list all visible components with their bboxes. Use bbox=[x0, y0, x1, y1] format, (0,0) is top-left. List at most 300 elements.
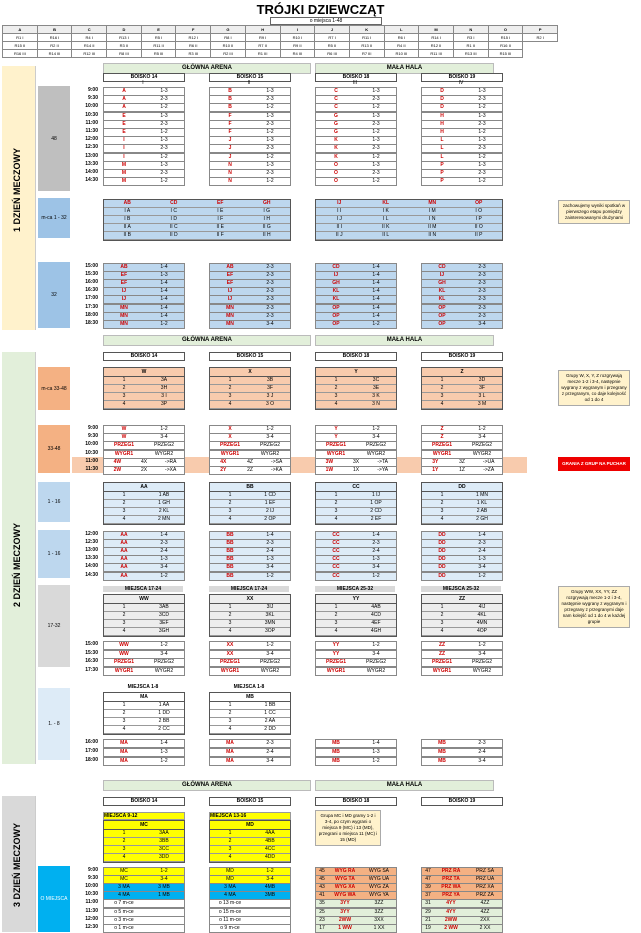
match-part: F bbox=[228, 120, 232, 127]
match-part: OP bbox=[438, 320, 446, 327]
arena-small-label: MAŁA HALA bbox=[315, 780, 494, 791]
match-part: PRZEG1 bbox=[431, 659, 452, 665]
arena-small-label: MAŁA HALA bbox=[315, 335, 494, 346]
match-time: 9:30 bbox=[87, 875, 98, 882]
group-cell: 3DD bbox=[158, 854, 169, 860]
col-group-label: IV bbox=[458, 80, 464, 86]
seed-cell: R16 III bbox=[3, 50, 38, 58]
group-row bbox=[316, 216, 502, 224]
group-cell: 3F bbox=[479, 385, 485, 391]
seed-cell: R8 I bbox=[211, 34, 246, 42]
seed-cell: R4 III bbox=[280, 50, 315, 58]
match-part: WYGR2 bbox=[260, 667, 280, 674]
group-cell: II O bbox=[474, 224, 483, 230]
section-label: 1 - 16 bbox=[38, 482, 70, 522]
match-part: 2-3 bbox=[266, 296, 274, 303]
match-part: ->RA bbox=[164, 458, 177, 465]
place-header: MIEJSCA 17-24 bbox=[209, 586, 289, 592]
arena-small-label: MAŁA HALA bbox=[315, 63, 494, 74]
group-row bbox=[210, 604, 290, 612]
group-cell: 3 bbox=[334, 393, 338, 399]
court-header: BOISKO 14 bbox=[103, 352, 185, 361]
seed-cell: R9 I bbox=[245, 34, 280, 42]
match-part: 39 bbox=[425, 884, 431, 891]
match-time: 10:00 bbox=[85, 883, 98, 890]
group-cell: 3 bbox=[122, 718, 126, 724]
day1-label: 1 DZIEŃ MECZOWY bbox=[12, 148, 22, 233]
match-part: IJ bbox=[333, 272, 339, 279]
section-label: O MIEJSCA bbox=[38, 866, 70, 932]
group-cell: 4 bbox=[334, 516, 338, 522]
match-part: W bbox=[121, 426, 127, 432]
seed-cell: R5 III bbox=[141, 50, 176, 58]
court-header: BOISKO 18 bbox=[315, 352, 397, 361]
group-name: ZZ bbox=[422, 595, 502, 604]
match-part: DD bbox=[438, 540, 446, 547]
match-part: 3-4 bbox=[160, 876, 168, 883]
match-part: 3-4 bbox=[478, 434, 486, 441]
match-time: 9:00 bbox=[87, 867, 98, 873]
seed-cell: R13 II bbox=[349, 42, 384, 50]
match-part: 2-3 bbox=[266, 120, 274, 127]
group-cell: 3C bbox=[372, 377, 380, 383]
col-group-label: II bbox=[247, 80, 251, 86]
group-row bbox=[104, 377, 184, 385]
match-part: PRZ SA bbox=[475, 868, 495, 874]
match-part: PRZEG2 bbox=[153, 442, 174, 449]
match-part: 2-3 bbox=[478, 264, 486, 270]
match-part: 1-2 bbox=[160, 320, 168, 327]
group-row bbox=[316, 604, 396, 612]
note-box: Grupy WW, XX, YY, ZZ rozgrywają mecze 1-2 i 3-4, następnie wygrany z wygranym i przegrany z przegranymi daje nam kolejść od 1 do 4 w każdej grupie bbox=[558, 586, 630, 628]
match-part: 1-2 bbox=[160, 572, 168, 579]
match-time: 11:00 bbox=[85, 457, 98, 464]
match-part: K bbox=[334, 145, 338, 152]
match-part: WYGR1 bbox=[432, 667, 452, 674]
seed-cell: R15 II bbox=[3, 42, 38, 50]
match-part: PRZEG1 bbox=[431, 442, 452, 449]
match-part: WW bbox=[119, 642, 129, 648]
group-row bbox=[316, 620, 396, 628]
group-cell: 4 bbox=[228, 726, 232, 732]
match-part: WYGR1 bbox=[326, 450, 346, 457]
match-part: 1-4 bbox=[372, 740, 380, 746]
day3-label: 3 DZIEŃ MECZOWY bbox=[12, 823, 22, 908]
match-part: 1-3 bbox=[160, 161, 168, 168]
match-cell bbox=[421, 748, 503, 757]
match-part: Z bbox=[440, 426, 444, 432]
group-name: CC bbox=[316, 483, 396, 492]
match-part: WYGR1 bbox=[220, 667, 240, 674]
match-part: 1-3 bbox=[266, 137, 274, 144]
match-part: 1-3 bbox=[160, 272, 168, 279]
match-part: YY bbox=[332, 650, 340, 657]
seed-header: N bbox=[453, 26, 488, 34]
match-part: N bbox=[228, 161, 232, 168]
match-part: MA bbox=[120, 749, 128, 755]
group-name: EF bbox=[217, 200, 224, 206]
group-row bbox=[316, 393, 396, 401]
group-cell: 2 bbox=[122, 385, 126, 391]
group-cell: I B bbox=[124, 216, 131, 222]
match-part: 2-3 bbox=[160, 540, 168, 547]
group-cell: 1 bbox=[228, 702, 232, 708]
match-part: PRZEG2 bbox=[259, 659, 280, 665]
match-cell bbox=[421, 667, 503, 676]
group-row bbox=[104, 628, 184, 636]
group-cell: 1 bbox=[122, 830, 126, 836]
match-part: WYG SA bbox=[368, 868, 389, 874]
match-time: 10:30 bbox=[85, 449, 98, 456]
group-cell: I G bbox=[263, 208, 271, 214]
seed-header: P bbox=[523, 26, 558, 34]
section-label: 17-32 bbox=[38, 585, 70, 667]
match-part: 2-3 bbox=[160, 96, 168, 103]
match-part bbox=[250, 917, 290, 924]
group-row bbox=[316, 377, 396, 385]
match-part: 2-3 bbox=[266, 304, 274, 311]
seed-cell: R2 I bbox=[523, 34, 558, 42]
match-part: 2-3 bbox=[478, 296, 486, 303]
match-part: 1-3 bbox=[266, 112, 274, 119]
match-cell bbox=[209, 572, 291, 581]
match-part: A bbox=[122, 96, 126, 103]
match-part: 2-3 bbox=[266, 264, 274, 270]
match-part: MN bbox=[120, 312, 128, 319]
group-row bbox=[422, 612, 502, 620]
match-part: 1-4 bbox=[266, 532, 274, 538]
match-part: 2-3 bbox=[266, 272, 274, 279]
match-part: 3-4 bbox=[478, 650, 486, 657]
match-part: 3Z bbox=[459, 458, 465, 465]
match-part: 2-3 bbox=[478, 540, 486, 547]
match-part: PRZEG1 bbox=[113, 659, 134, 665]
group-cell: 1 bbox=[122, 492, 126, 498]
match-part: PRZEG2 bbox=[471, 442, 492, 449]
group-cell: 4DD bbox=[264, 854, 275, 860]
match-cell bbox=[421, 739, 503, 748]
match-part: YY bbox=[332, 642, 340, 648]
match-part: G bbox=[334, 129, 338, 135]
match-part: 2-3 bbox=[266, 280, 274, 287]
match-time: 11:30 bbox=[85, 907, 98, 914]
group-row bbox=[104, 500, 184, 508]
group-cell: II M bbox=[428, 224, 437, 230]
group-cell: 2 BB bbox=[158, 718, 170, 724]
group-name: MD bbox=[210, 821, 290, 830]
match-part: 1Z bbox=[459, 467, 465, 473]
group-cell: 4 bbox=[334, 401, 338, 407]
match-part: DD bbox=[438, 572, 446, 579]
group-row bbox=[210, 516, 290, 524]
seed-cell: R7 II bbox=[245, 42, 280, 50]
match-part: 2-3 bbox=[266, 740, 274, 746]
match-part: F bbox=[228, 112, 232, 119]
match-part: BB bbox=[226, 556, 234, 563]
match-part: P bbox=[440, 178, 444, 185]
group-cell: 3IJ bbox=[266, 604, 274, 610]
group-cell: I M bbox=[428, 208, 436, 214]
seed-cell: R15 I bbox=[488, 34, 523, 42]
group-box bbox=[103, 594, 185, 637]
group-cell: 3 bbox=[228, 393, 232, 399]
seed-cell: R16 I bbox=[37, 34, 72, 42]
group-cell: 2 CD bbox=[370, 508, 382, 514]
group-row bbox=[422, 508, 502, 516]
group-cell: I L bbox=[382, 216, 389, 222]
group-name: W bbox=[104, 368, 184, 377]
match-part bbox=[250, 925, 290, 932]
group-box bbox=[315, 482, 397, 525]
group-row bbox=[210, 377, 290, 385]
match-cell bbox=[421, 466, 503, 475]
seed-cell: R6 II bbox=[176, 42, 211, 50]
match-part: 1-2 bbox=[372, 572, 380, 579]
match-part: o 5 m-ce bbox=[114, 908, 134, 915]
group-cell: 1 bbox=[122, 377, 126, 383]
match-part: 1-3 bbox=[372, 112, 380, 119]
match-part: 3 MB bbox=[158, 884, 170, 891]
match-part: 2-3 bbox=[478, 120, 486, 127]
match-part: 47 bbox=[425, 868, 431, 874]
seed-header: F bbox=[176, 26, 211, 34]
match-cell bbox=[209, 667, 291, 676]
match-part: 2 XX bbox=[479, 924, 491, 931]
match-part: 1-3 bbox=[160, 749, 168, 755]
match-part: ->XA bbox=[165, 467, 177, 473]
section-label: 1 - 16 bbox=[38, 530, 70, 578]
match-part: 1-3 bbox=[160, 112, 168, 119]
match-part: WYGR1 bbox=[220, 450, 240, 457]
match-cell bbox=[315, 748, 397, 757]
match-cell bbox=[103, 466, 185, 475]
match-part: 1-2 bbox=[160, 426, 168, 432]
match-part: B bbox=[228, 96, 232, 103]
group-name: WW bbox=[104, 595, 184, 604]
match-part: 3YY bbox=[340, 900, 350, 907]
group-row bbox=[210, 854, 290, 862]
group-cell: 2 IJ bbox=[265, 508, 275, 514]
match-part: Y bbox=[334, 426, 338, 432]
group-cell: II A bbox=[123, 224, 131, 230]
match-part: 3 MA bbox=[224, 884, 236, 891]
match-part: AB bbox=[226, 264, 234, 270]
match-part: 1-4 bbox=[160, 264, 168, 270]
match-part: DD bbox=[438, 564, 446, 571]
match-part: MB bbox=[332, 740, 340, 746]
group-cell: 3H bbox=[160, 385, 168, 391]
match-part: 1-2 bbox=[266, 426, 274, 432]
match-part: DD bbox=[438, 548, 446, 555]
match-part: 45 bbox=[319, 876, 325, 883]
seed-cell: R16 II bbox=[488, 42, 523, 50]
court-header: BOISKO 14 bbox=[103, 73, 185, 82]
match-part: 1-2 bbox=[478, 104, 486, 111]
group-cell: 4CC bbox=[264, 846, 275, 852]
match-part: 1-2 bbox=[478, 178, 486, 185]
group-row bbox=[210, 393, 290, 401]
group-row bbox=[316, 612, 396, 620]
group-cell: 2 bbox=[228, 385, 232, 391]
match-part: D bbox=[440, 88, 444, 94]
match-part: MA bbox=[226, 749, 234, 755]
match-part: 1-4 bbox=[372, 312, 380, 319]
match-part: PRZ RA bbox=[441, 868, 461, 874]
match-part: KL bbox=[332, 288, 340, 295]
group-row bbox=[104, 492, 184, 500]
seed-cell: R11 I bbox=[349, 34, 384, 42]
match-part: 1 XX bbox=[373, 924, 385, 931]
seed-cell: R9 II bbox=[280, 42, 315, 50]
group-cell: II I bbox=[336, 224, 343, 230]
group-row bbox=[210, 628, 290, 636]
group-cell: 3 bbox=[440, 620, 444, 626]
group-cell: 2 bbox=[440, 500, 444, 506]
match-part: MN bbox=[226, 312, 234, 319]
seeding-table bbox=[2, 25, 558, 58]
match-part bbox=[250, 909, 290, 916]
group-cell: 1 bbox=[228, 492, 232, 498]
match-part: 1-3 bbox=[160, 88, 168, 94]
group-name: MC bbox=[104, 821, 184, 830]
match-cell bbox=[209, 924, 291, 933]
match-part: MN bbox=[226, 320, 234, 327]
match-part: 3-4 bbox=[372, 650, 380, 657]
group-box bbox=[421, 594, 503, 637]
day2-label: 2 DZIEŃ MECZOWY bbox=[12, 523, 22, 608]
group-row bbox=[210, 726, 290, 734]
court-header: BOISKO 15 bbox=[209, 352, 291, 361]
match-part: 2-4 bbox=[478, 548, 486, 555]
match-part: WYGR2 bbox=[154, 450, 174, 457]
group-cell: 2 bbox=[228, 612, 232, 618]
match-time: 10:00 bbox=[85, 441, 98, 448]
group-cell: I D bbox=[170, 216, 177, 222]
match-part: WYGR1 bbox=[326, 667, 346, 674]
group-row bbox=[210, 508, 290, 516]
group-box bbox=[209, 367, 291, 410]
match-part: 2-3 bbox=[266, 96, 274, 103]
group-name: GH bbox=[263, 200, 271, 206]
match-part: XX bbox=[226, 650, 234, 657]
match-part: N bbox=[228, 178, 232, 185]
match-time: 16:00 bbox=[85, 739, 98, 745]
match-part: AA bbox=[120, 532, 128, 538]
group-cell: I I bbox=[337, 208, 342, 214]
group-cell: 3 bbox=[334, 620, 338, 626]
seed-cell: R11 III bbox=[419, 50, 454, 58]
match-part: KL bbox=[332, 296, 340, 303]
match-part: BB bbox=[226, 572, 234, 579]
group-cell: 1 MN bbox=[476, 492, 488, 498]
group-box bbox=[103, 820, 185, 863]
group-cell: II K bbox=[381, 224, 390, 230]
match-cell bbox=[209, 466, 291, 475]
match-part: AA bbox=[120, 572, 128, 579]
group-block-right bbox=[315, 199, 503, 241]
group-cell: 2 bbox=[228, 500, 232, 506]
match-part: 3YY bbox=[340, 908, 350, 915]
group-row bbox=[210, 702, 290, 710]
match-time: 15:30 bbox=[85, 649, 98, 656]
group-cell: II H bbox=[262, 232, 271, 238]
group-cell: 3 bbox=[228, 846, 232, 852]
match-part: 2-3 bbox=[478, 145, 486, 152]
seed-header: A bbox=[3, 26, 38, 34]
match-part: 1-4 bbox=[372, 264, 380, 270]
section-label: 33-48 bbox=[38, 425, 70, 473]
match-cell bbox=[315, 739, 397, 748]
group-cell: 1 EF bbox=[264, 500, 276, 506]
seed-cell: R12 I bbox=[176, 34, 211, 42]
group-row bbox=[104, 604, 184, 612]
match-part: 2-3 bbox=[478, 312, 486, 319]
group-cell: II F bbox=[216, 232, 224, 238]
match-part: 2-3 bbox=[160, 120, 168, 127]
match-part: 2-3 bbox=[266, 288, 274, 295]
group-row bbox=[422, 385, 502, 393]
match-part: 1-2 bbox=[372, 320, 380, 327]
group-cell: 4 bbox=[334, 628, 338, 634]
match-part: 2WW bbox=[338, 916, 352, 923]
seed-cell: R1 I bbox=[3, 34, 38, 42]
seed-cell: R13 III bbox=[453, 50, 488, 58]
match-part: PRZ TA bbox=[442, 876, 460, 883]
match-time: 12:30 bbox=[85, 144, 98, 151]
match-part: I bbox=[123, 137, 125, 144]
group-row bbox=[104, 846, 184, 854]
match-part: BB bbox=[226, 532, 234, 538]
match-time: 14:00 bbox=[85, 169, 98, 175]
match-part: OP bbox=[438, 304, 446, 311]
match-part: 1-2 bbox=[478, 426, 486, 432]
place-header: MIEJSCA 25-32 bbox=[421, 586, 501, 592]
match-part: 2-3 bbox=[266, 312, 274, 319]
match-part: 1-4 bbox=[372, 280, 380, 287]
match-part: 1-4 bbox=[372, 532, 380, 538]
match-part: PRZ UA bbox=[475, 876, 495, 883]
group-cell: I J bbox=[336, 216, 342, 222]
match-part: 2-3 bbox=[478, 304, 486, 311]
group-cell: 1 bbox=[122, 702, 126, 708]
match-part: 4X bbox=[220, 458, 227, 465]
group-cell: II C bbox=[169, 224, 178, 230]
match-part: OP bbox=[438, 312, 446, 319]
match-part: 3-4 bbox=[160, 564, 168, 571]
group-cell: 3 bbox=[122, 620, 126, 626]
match-part: CC bbox=[332, 572, 340, 579]
group-name: IJ bbox=[337, 200, 342, 206]
match-part: 1-2 bbox=[160, 758, 168, 764]
match-part: 2-3 bbox=[478, 170, 486, 176]
group-box bbox=[209, 482, 291, 525]
group-cell: 2 GH bbox=[476, 516, 488, 522]
group-cell: 2 bbox=[334, 612, 338, 618]
match-part: 3-4 bbox=[266, 434, 274, 441]
group-cell: 3MN bbox=[264, 620, 276, 626]
match-cell bbox=[103, 667, 185, 676]
group-row bbox=[104, 232, 290, 240]
match-part: 2-3 bbox=[478, 96, 486, 103]
group-row bbox=[210, 385, 290, 393]
group-cell: 3 L bbox=[478, 393, 486, 399]
match-part: ZZ bbox=[438, 642, 446, 648]
match-part: ->UA bbox=[482, 458, 495, 465]
match-cell bbox=[209, 177, 291, 186]
match-time: 13:00 bbox=[85, 152, 98, 159]
match-part: 1-3 bbox=[266, 161, 274, 168]
match-part: 3-4 bbox=[266, 650, 274, 657]
